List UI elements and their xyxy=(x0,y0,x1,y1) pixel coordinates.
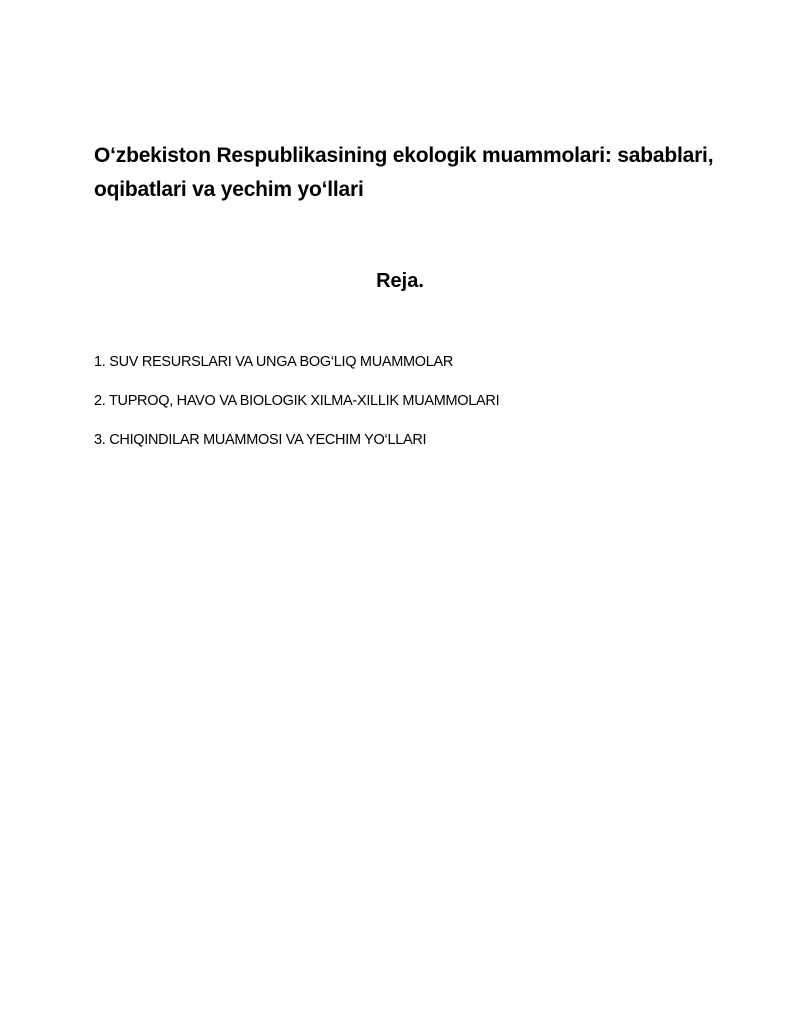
plan-item: 2. TUPROQ, HAVO VA BIOLOGIK XILMA-XILLIK MUAMMOLARI xyxy=(94,393,500,409)
plan-item: 1. SUV RESURSLARI VA UNGA BOG‘LIQ MUAMMOLAR xyxy=(94,354,454,370)
plan-item: 3. CHIQINDILAR MUAMMOSI VA YECHIM YO‘LLARI xyxy=(94,432,427,448)
plan-list xyxy=(94,349,734,466)
document-title: O‘zbekiston Respublikasining ekologik muammolari: sabablari, oqibatlari va yechim yo‘llari xyxy=(94,144,714,201)
plan-heading: Reja. xyxy=(376,270,424,292)
